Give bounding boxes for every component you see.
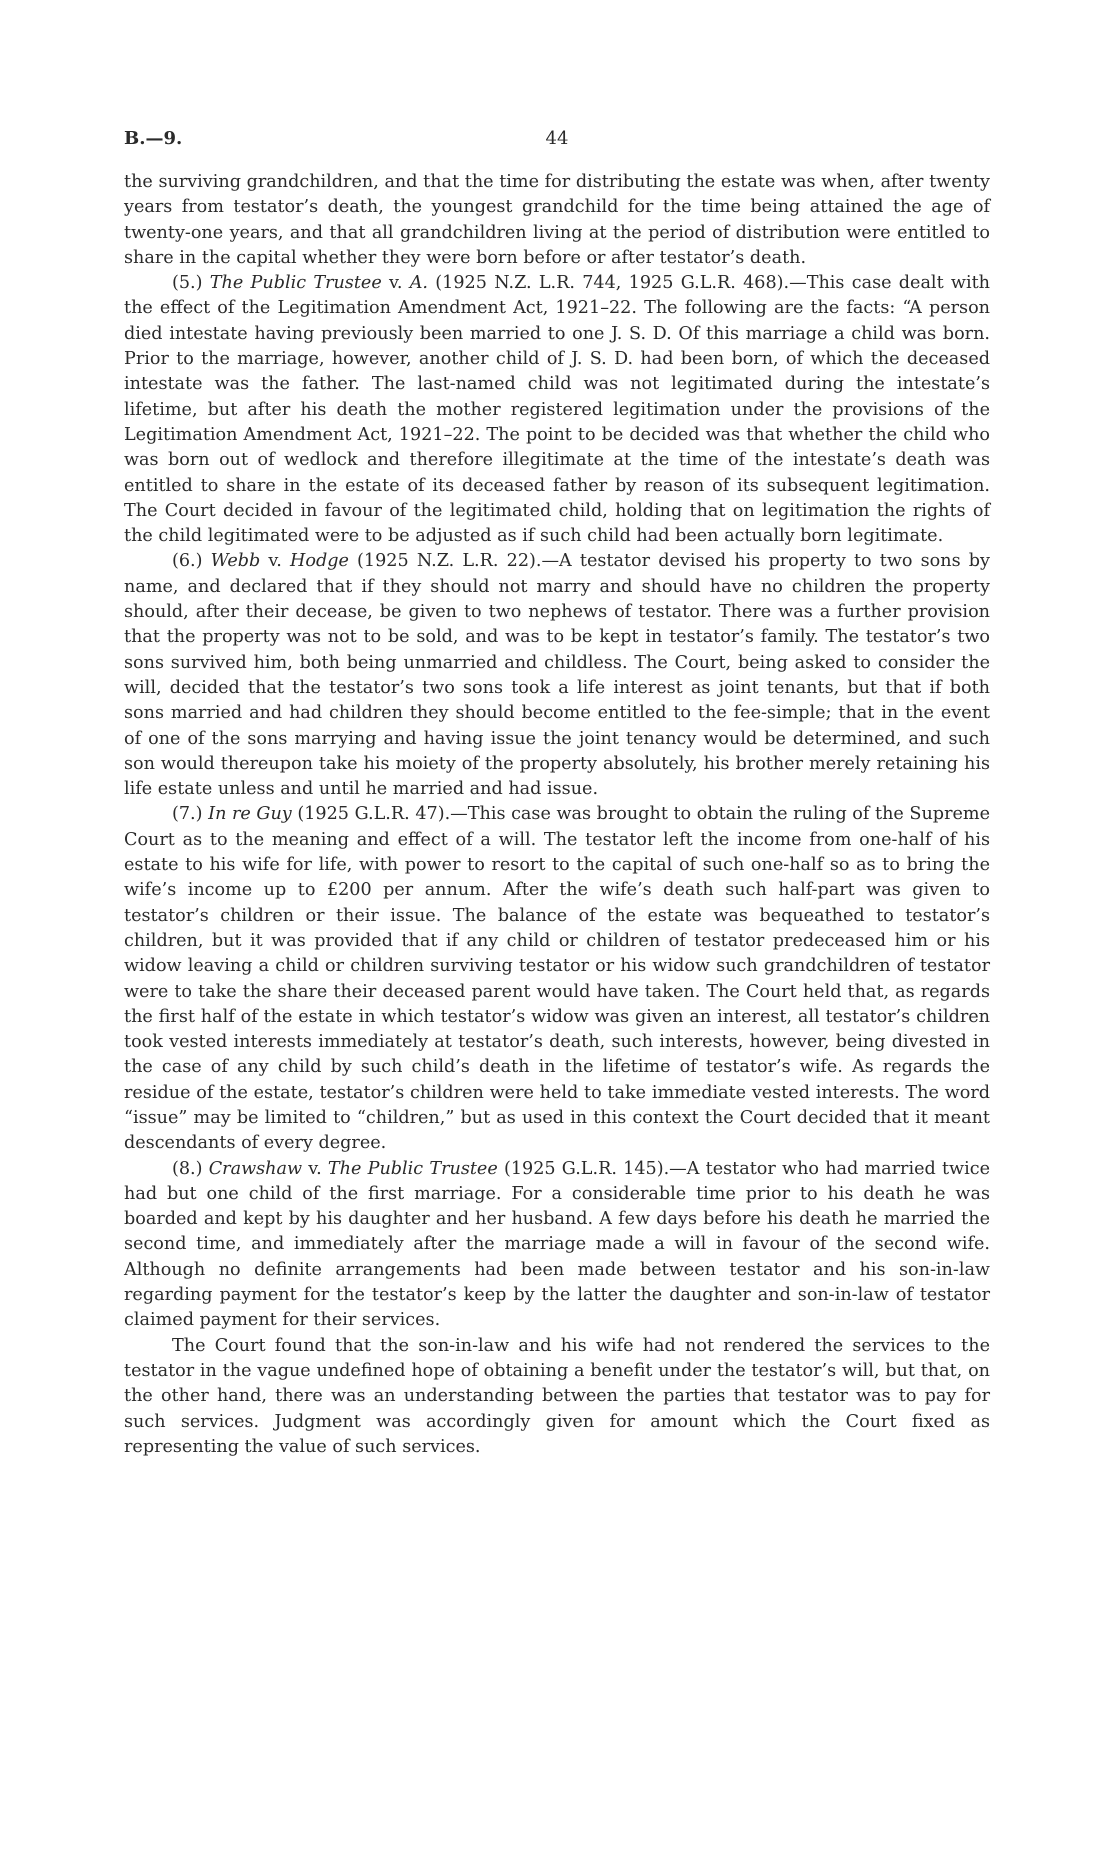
case-number: (7.) bbox=[172, 804, 209, 825]
document-reference: B.—9. bbox=[124, 128, 183, 149]
paragraph-case-7 bbox=[124, 802, 990, 1156]
case-number: (8.) bbox=[172, 1158, 209, 1179]
case-number: (5.) bbox=[172, 273, 210, 294]
paragraph-case-5 bbox=[124, 271, 990, 549]
case-number: (6.) bbox=[172, 551, 211, 572]
paragraph-court-finding bbox=[124, 1334, 990, 1460]
case-party-b: The Public Trustee bbox=[327, 1158, 498, 1179]
paragraph-continuation bbox=[124, 170, 990, 271]
paragraph-text: the surviving grandchildren, and that the time for distributing the estate was when, after twenty years from testator’s death, the youngest grandchild for the time being attained the age of twenty-one years, and that all grandchildren living at the period of distribution were entitled to share in the capital whether they were born before or after testator’s death. bbox=[124, 172, 990, 268]
case-versus: v. bbox=[260, 551, 291, 572]
case-versus: v. bbox=[381, 273, 410, 294]
case-party-a: Crawshaw bbox=[208, 1158, 303, 1179]
paragraph-case-6 bbox=[124, 549, 990, 802]
case-party-a: Webb bbox=[210, 551, 261, 572]
case-party-b: A. bbox=[409, 273, 429, 294]
page-header bbox=[124, 124, 990, 154]
paragraph-text: (1925 G.L.R. 47).—This case was brought to obtain the ruling of the Supreme Court as to the meaning and effect of a will. The testator left the income from one-half of his estate to his wife for life, with power to resort to the capital of such one-half so as to bring the wife’s income up to £200 per annum. After the wife’s death such half-part was given to testator’s children or their issue. The balance of the estate was bequeathed to testator’s children, but it was provided that if any child or children of testator predeceased him or his widow leaving a child or children surviving testator or his widow such grandchildren of testator were to take the share their deceased parent would have taken. The Court held that, as regards the first half of the estate in which testator’s widow was given an interest, all testator’s children took vested interests immediately at testator’s death, such interests, however, being divested in the case of any child by such child’s death in the lifetime of testator’s wife. As regards the residue of the estate, testator’s children were held to take immediate vested interests. The word “issue” may be limited to “children,” but as used in this context the Court decided that it meant descendants of every degree. bbox=[124, 804, 990, 1154]
paragraph-case-8 bbox=[124, 1157, 990, 1334]
case-versus: v. bbox=[302, 1158, 328, 1179]
case-party-b: Hodge bbox=[290, 551, 349, 572]
paragraph-text: (1925 N.Z. L.R. 22).—A testator devised his property to two sons by name, and declared that if they should not marry and should have no children the property should, after their decease, be given to two nephews of testator. There was a further provision that the property was not to be sold, and was to be kept in testator’s family. The testator’s two sons survived him, both being unmarried and childless. The Court, being asked to consider the will, decided that the testator’s two sons took a life interest as joint tenants, but that if both sons married and had children they should become entitled to the fee-simple; that in the event of one of the sons marrying and having issue the joint tenancy would be determined, and such son would thereupon take his moiety of the property absolutely, his brother merely retaining his life estate unless and until he married and had issue. bbox=[124, 551, 990, 800]
paragraph-text: (1925 N.Z. L.R. 744, 1925 G.L.R. 468).—This case dealt with the effect of the Legitimation Amendment Act, 1921–22. The following are the facts: “A person died intestate having previously been married to one J. S. D. Of this marriage a child was born. Prior to the marriage, however, another child of J. S. D. had been born, of which the deceased intestate was the father. The last-named child was not legitimated during the intestate’s lifetime, but after his death the mother registered legitimation under the provisions of the Legitimation Amendment Act, 1921–22. The point to be decided was that whether the child who was born out of wedlock and therefore illegitimate at the time of the intestate’s death was entitled to share in the estate of its deceased father by reason of its subsequent legitimation. The Court decided in favour of the legitimated child, holding that on legitimation the rights of the child legitimated were to be adjusted as if such child had been actually born legitimate. bbox=[124, 273, 990, 547]
paragraph-text: (1925 G.L.R. 145).—A testator who had married twice had but one child of the first marriage. For a considerable time prior to his death he was boarded and kept by his daughter and her husband. A few days before his death he married the second time, and immediately after the marriage made a will in favour of the second wife. Although no definite arrangements had been made between testator and his son-in-law regarding payment for the testator’s keep by the latter the daughter and son-in-law of testator claimed payment for their services. bbox=[124, 1158, 990, 1331]
case-party-a: In re Guy bbox=[208, 804, 292, 825]
document-body bbox=[124, 170, 990, 1460]
case-party-a: The Public Trustee bbox=[209, 273, 382, 294]
paragraph-text: The Court found that the son-in-law and his wife had not rendered the services to the testator in the vague undefined hope of obtaining a benefit under the testator’s will, but that, on the other hand, there was an understanding between the parties that testator was to pay for such services. Judgment was accordingly given for amount which the Court fixed as representing the value of such services. bbox=[124, 1335, 990, 1457]
page-number: 44 bbox=[545, 128, 569, 149]
